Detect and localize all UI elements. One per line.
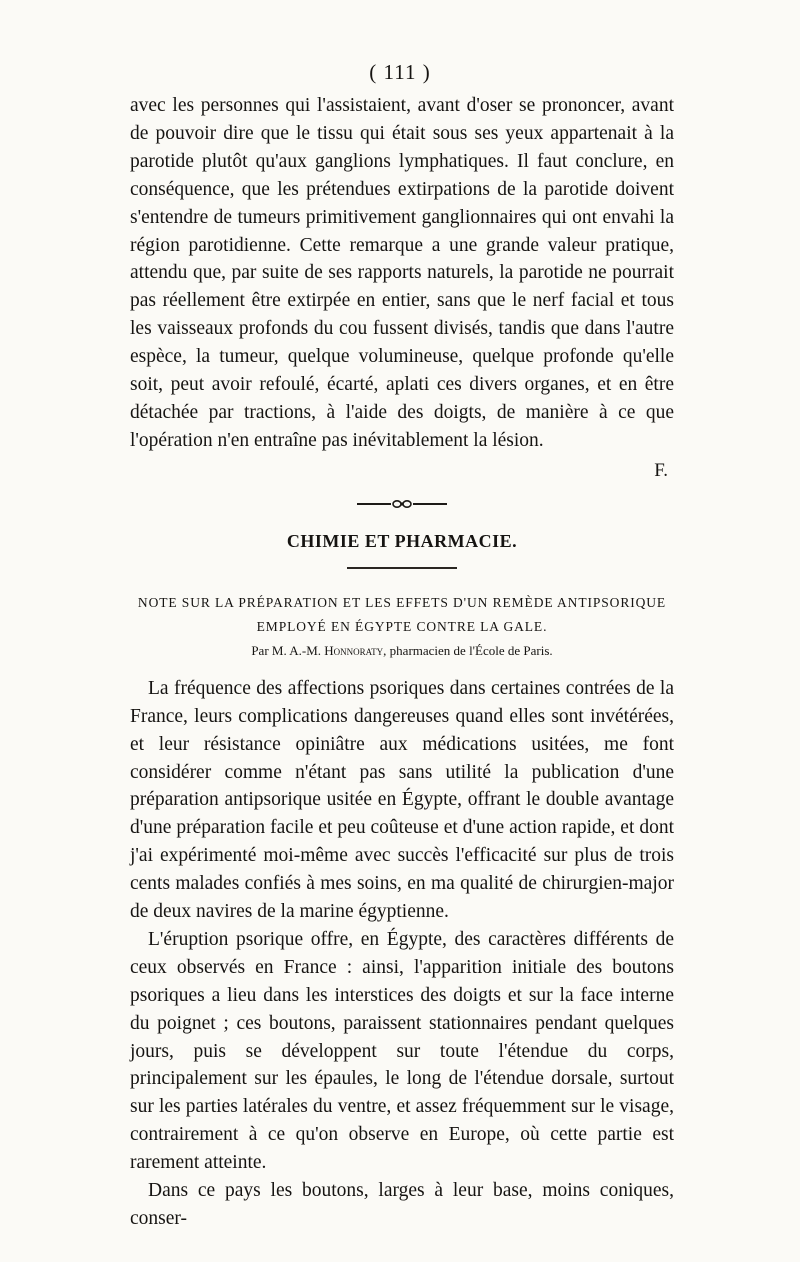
body-paragraph: La fréquence des affections psoriques dans certaines contrées de la France, leurs complications dangereuses quand elles sont invétérées, et leur résistance opiniâtre aux médications usitées, me font considérer comme n'étant pas sans utilité la publication d'une préparation antipsorique usitée en Égypte, offrant le double avantage d'une préparation facile et peu coûteuse et d'une action rapide, et dont j'ai expérimenté moi-même avec succès l'efficacité sur plus de trois cents malades confiés à mes soins, en ma qualité de chirurgien-major de deux navires de la marine égyptienne. — [130, 677, 674, 923]
ornament-divider — [357, 497, 447, 511]
body-paragraph: Dans ce pays les boutons, larges à leur base, moins coniques, conser- — [130, 1180, 674, 1229]
author-signature: F. — [654, 459, 668, 481]
note-title-line-1: NOTE SUR LA PRÉPARATION ET LES EFFETS D'UN REMÈDE ANTIPSORIQUE — [137, 594, 667, 610]
section-rule — [347, 567, 457, 569]
byline-author-name: Honnoraty — [324, 642, 384, 658]
byline-suffix: , pharmacien de l'École de Paris. — [383, 642, 553, 658]
byline — [130, 641, 674, 661]
continuation-paragraph: avec les personnes qui l'assistaient, avant d'oser se prononcer, avant de pouvoir dire que le tissu qui était sous ses yeux appartenait à la parotide plutôt qu'aux ganglions lymphatiques. Il faut conclure, en conséquence, que les prétendues extirpations de la parotide doivent s'entendre de tumeurs primitivement ganglionnaires qui ont envahi la région parotidienne. Cette remarque a une grande valeur pratique, attendu que, par suite de ses rapports naturels, la parotide ne pourrait pas réellement être extirpée en entier, sans que le nerf facial et tous les vaisseaux profonds du cou fussent divisés, tandis que dans l'autre espèce, la tumeur, quelque volumineuse, quelque profonde qu'elle soit, peut avoir refoulé, écarté, aplati ces divers organes, et en être détachée par tractions, à l'aide des doigts, de manière à ce que l'opération n'en entraîne pas inévitablement la lésion. — [130, 95, 674, 451]
text-column — [130, 92, 674, 1233]
byline-prefix: Par M. A.-M. — [251, 642, 325, 658]
body-paragraph: L'éruption psorique offre, en Égypte, des caractères différents de ceux observés en France : ainsi, l'apparition initiale des boutons psoriques a lieu dans les interstices des doigts et sur la face interne du poignet ; ces boutons, paraissent stationnaires pendant quelques jours, puis se développent sur toute l'étendue du corps, principalement sur les épaules, le long de l'étendue dorsale, surtout sur les parties latérales du ventre, et assez fréquemment sur le visage, contrairement à ce qu'on observe en Europe, où cette partie est rarement atteinte. — [130, 928, 674, 1174]
page-number: ( 111 ) — [369, 60, 431, 84]
section-title: CHIMIE ET PHARMACIE. — [286, 530, 518, 551]
note-title-line-2: EMPLOYÉ EN ÉGYPTE CONTRE LA GALE. — [256, 618, 548, 634]
note-body — [130, 675, 674, 1233]
note-title — [130, 591, 674, 639]
